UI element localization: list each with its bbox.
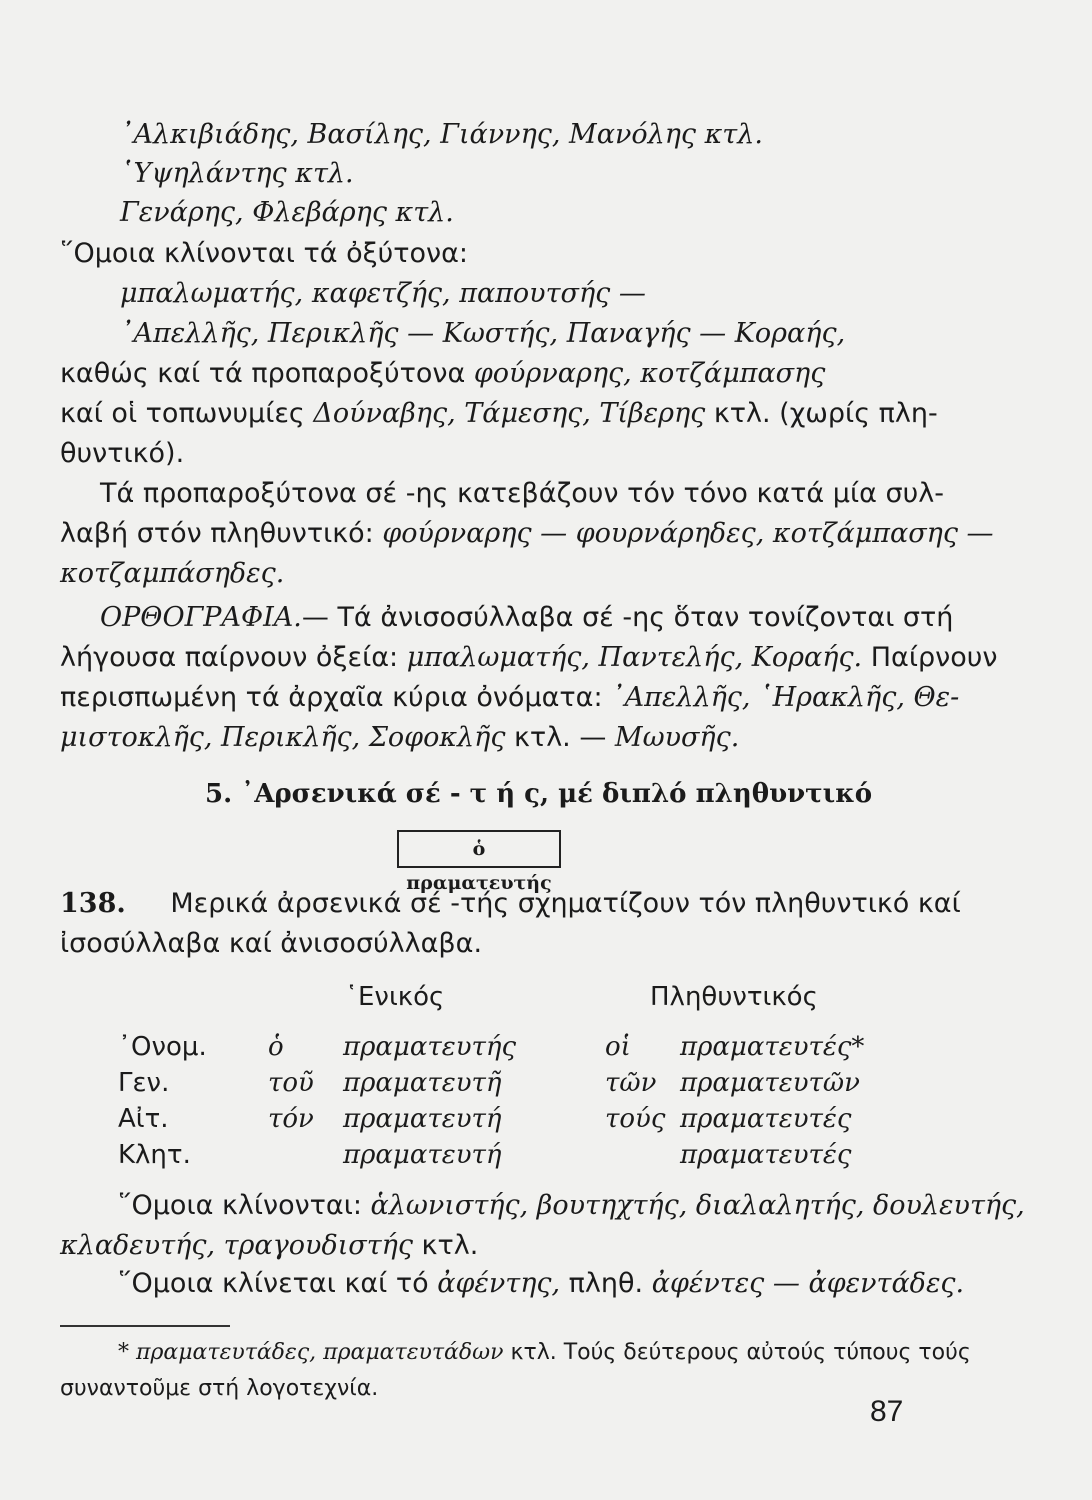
- case-label: Κλητ.: [118, 1140, 191, 1170]
- oxytona-line-4-italic: Δούναβης, Τάμεσης, Τίβερης: [313, 398, 706, 429]
- orthography-line-1-tail: — Τά ἀνισοσύλλαβα σέ -ης ὅταν τονίζονται στή: [301, 602, 954, 633]
- form-singular: πραματευτής: [343, 1032, 517, 1062]
- form-plural: πραματευτές*: [680, 1032, 865, 1062]
- proparoxytona-line-1: Τά προπαροξύτονα σέ -ης κατεβάζουν τόν τόνο κατά μία συλ-: [100, 478, 944, 509]
- oxytona-examples-1: μπαλωματής, καφετζής, παπουτσής —: [120, 278, 646, 309]
- similar-line-1: [118, 1188, 1025, 1224]
- form-plural: πραματευτές: [680, 1140, 852, 1170]
- orthography-line-1: [100, 600, 953, 636]
- paradigm-label-box: ὁ πραματευτής: [397, 830, 561, 868]
- footnote-line-1: [118, 1338, 971, 1368]
- oxytona-line-4: [60, 396, 938, 432]
- proparoxytona-line-2-text: λαβή στόν πληθυντικό:: [60, 518, 383, 549]
- proparoxytona-line-2: [60, 516, 994, 552]
- similar-line-1-text: ῞Ομοια κλίνονται:: [118, 1190, 371, 1221]
- similar-line-3-mid: πληθ.: [560, 1268, 652, 1299]
- similar-line-3-italic-2: ἀφέντες — ἀφεντάδες.: [651, 1268, 965, 1299]
- paragraph-138-text-1: Μερικά ἀρσενικά σέ -τής σχηματίζουν τόν πληθυντικό καί: [170, 888, 961, 919]
- oxytona-line-4-tail: κτλ. (χωρίς πλη-: [705, 398, 938, 429]
- oxytona-lead: ῞Ομοια κλίνονται τά ὀξύτονα:: [60, 238, 469, 269]
- orthography-line-4-italic-2: Μωυσῆς.: [614, 722, 740, 753]
- footnote-line-2: συναντοῦμε στή λογοτεχνία.: [60, 1376, 379, 1401]
- form-singular: πραματευτή: [343, 1140, 502, 1170]
- orthography-line-4: [60, 720, 739, 756]
- footnote-italic: * πραματευτάδες, πραματευτάδων: [118, 1340, 504, 1365]
- similar-line-1-italic: ἁλωνιστής, βουτηχτής, διαλαλητής, δουλευτής,: [370, 1190, 1025, 1221]
- similar-line-2-tail: κτλ.: [412, 1230, 479, 1261]
- intro-line-1: ᾿Αλκιβιάδης, Βασίλης, Γιάννης, Μανόλης κτλ.: [120, 119, 763, 150]
- article-singular: τοῦ: [268, 1068, 314, 1098]
- similar-line-2-italic: κλαδευτής, τραγουδιστής: [60, 1230, 413, 1261]
- oxytona-examples-2: ᾿Απελλῆς, Περικλῆς — Κωστής, Παναγής — Κοραής,: [120, 318, 846, 349]
- oxytona-line-3-text: καθώς καί τά προπαροξύτονα: [60, 358, 474, 389]
- oxytona-line-4-text: καί οἱ τοπωνυμίες: [60, 398, 314, 429]
- oxytona-line-3-italic: φούρναρης, κοτζάμπασης: [473, 358, 826, 389]
- orthography-line-4-italic: μιστοκλῆς, Περικλῆς, Σοφοκλῆς: [60, 722, 506, 753]
- intro-line-2: ῾Υψηλάντης κτλ.: [120, 158, 354, 189]
- similar-line-3-italic: ἀφέντης,: [437, 1268, 561, 1299]
- paragraph-138-line-2: ἰσοσύλλαβα καί ἀνισοσύλλαβα.: [60, 928, 483, 959]
- article-plural: τούς: [605, 1104, 666, 1134]
- plural-header: Πληθυντικός: [650, 982, 818, 1012]
- case-label: Αἰτ.: [118, 1104, 169, 1134]
- page-number: 87: [870, 1395, 904, 1428]
- form-singular: πραματευτή: [343, 1104, 502, 1134]
- orthography-line-3: [60, 680, 959, 716]
- similar-line-3: [118, 1266, 964, 1302]
- case-label: Γεν.: [118, 1068, 170, 1098]
- paragraph-number: 138.: [60, 888, 126, 919]
- form-plural: πραματευτῶν: [680, 1068, 860, 1098]
- orthography-label: ΟΡΘΟΓΡΑΦΙΑ.: [100, 602, 302, 633]
- orthography-line-4-tail: κτλ. —: [505, 722, 615, 753]
- form-plural: πραματευτές: [680, 1104, 852, 1134]
- orthography-line-2-text: λήγουσα παίρνουν ὀξεία:: [60, 642, 407, 673]
- singular-header: ῾Ενικός: [345, 982, 445, 1012]
- article-singular: ὁ: [268, 1032, 284, 1062]
- oxytona-line-3: [60, 356, 825, 392]
- proparoxytona-line-3: κοτζαμπάσηδες.: [60, 558, 285, 589]
- orthography-line-2-italic: μπαλωματής, Παντελής, Κοραής.: [406, 642, 863, 673]
- similar-line-3-text: ῞Ομοια κλίνεται καί τό: [118, 1268, 438, 1299]
- oxytona-line-5: θυντικό).: [60, 438, 185, 469]
- section-heading: 5. ᾿Αρσενικά σέ - τ ή ς, μέ διπλό πληθυντικό: [205, 779, 873, 809]
- orthography-line-3-text: περισπωμένη τά ἀρχαῖα κύρια ὀνόματα:: [60, 682, 612, 713]
- paragraph-138-line-1: [60, 886, 961, 922]
- footnote-divider: [60, 1325, 230, 1327]
- orthography-line-3-italic: ᾿Απελλῆς, ῾Ηρακλῆς, Θε-: [611, 682, 960, 713]
- orthography-line-2-tail: Παίρνουν: [862, 642, 998, 673]
- article-plural: τῶν: [605, 1068, 657, 1098]
- article-singular: τόν: [268, 1104, 314, 1134]
- intro-line-3: Γενάρης, Φλεβάρης κτλ.: [120, 197, 454, 228]
- similar-line-2: [60, 1228, 478, 1264]
- proparoxytona-line-2-italic: φούρναρης — φουρνάρηδες, κοτζάμπασης —: [382, 518, 994, 549]
- footnote-line-1-tail: κτλ. Τούς δεύτερους αὐτούς τύπους τούς: [503, 1340, 971, 1365]
- form-singular: πραματευτῆ: [343, 1068, 502, 1098]
- orthography-line-2: [60, 640, 997, 676]
- case-label: ᾿Ονομ.: [118, 1032, 207, 1062]
- article-plural: οἱ: [605, 1032, 631, 1062]
